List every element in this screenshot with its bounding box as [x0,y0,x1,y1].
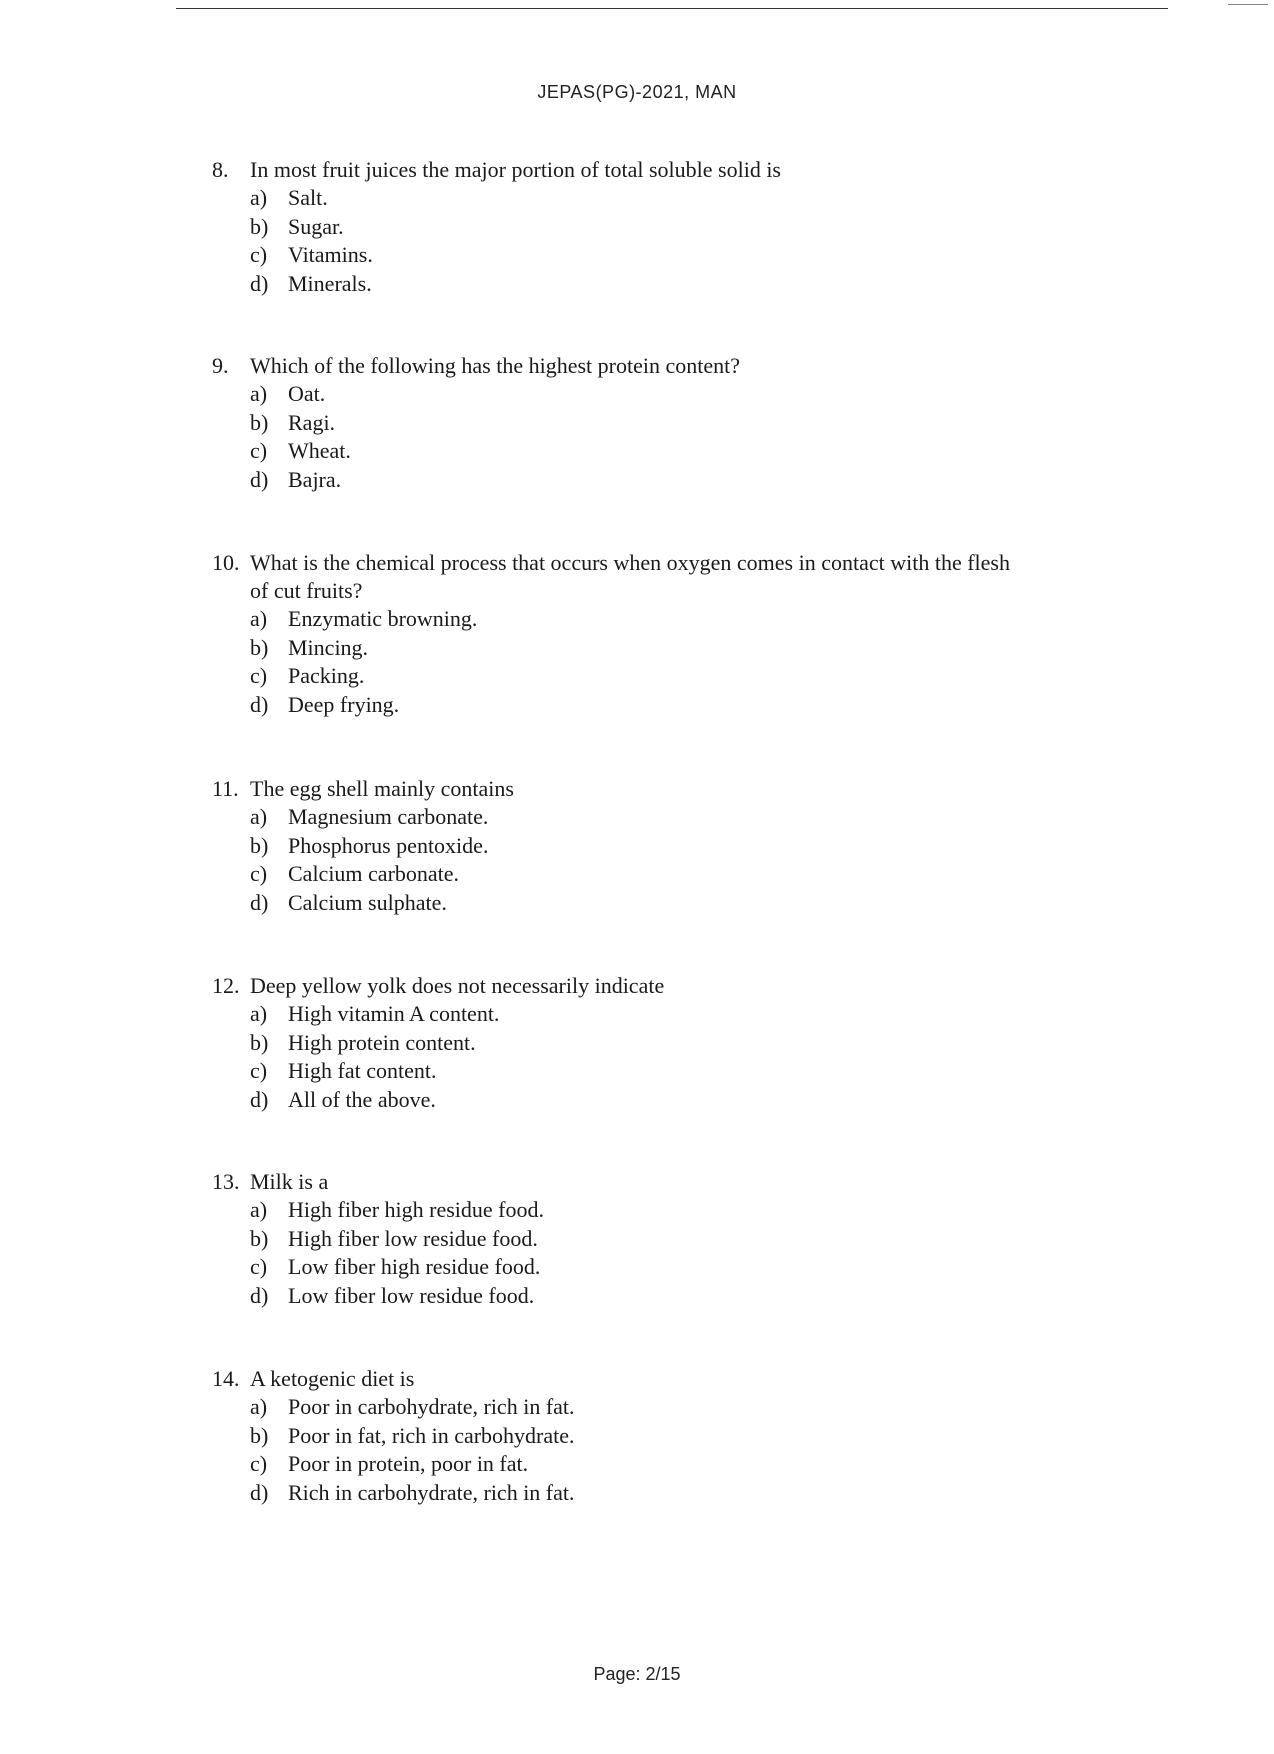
option-letter: c) [250,663,268,688]
option-text: Minerals. [288,270,372,296]
option-letter: b) [250,409,269,435]
question-stem [212,775,1132,803]
option-text: Calcium carbonate. [288,861,460,886]
question-8 [212,156,1132,298]
option-list [212,803,1132,917]
option-letter: a) [250,185,268,210]
option-b [250,1422,1132,1451]
question-11 [212,775,1132,917]
question-14 [212,1365,1132,1507]
option-a [250,803,1132,832]
option-b [250,409,1132,438]
option-text: Poor in protein, poor in fat. [288,1451,529,1476]
question-stem [212,352,1132,380]
option-list [212,1196,1132,1310]
option-text: Poor in fat, rich in carbohydrate. [288,1422,575,1448]
question-stem [212,1365,1132,1393]
option-letter: d) [250,1479,269,1505]
option-text: Calcium sulphate. [288,889,447,915]
option-text: High fat content. [288,1058,437,1083]
option-list [212,1000,1132,1114]
option-text: Poor in carbohydrate, rich in fat. [288,1394,575,1419]
option-text: Packing. [288,663,365,688]
option-list [212,605,1132,719]
option-list [212,1393,1132,1507]
question-13 [212,1168,1132,1310]
option-d [250,270,1132,299]
question-text: Which of the following has the highest protein content? [250,353,740,378]
option-text: High fiber low residue food. [288,1225,538,1251]
question-text: In most fruit juices the major portion of total soluble solid is [250,157,781,182]
option-text: Ragi. [288,409,336,435]
option-text: Bajra. [288,466,342,492]
page-header: JEPAS(PG)-2021, MAN [537,82,737,102]
option-list [212,184,1132,298]
option-c [250,241,1132,270]
option-b [250,634,1132,663]
option-b [250,1225,1132,1254]
option-a [250,380,1132,409]
option-letter: b) [250,1029,269,1055]
page-footer: Page: 2/15 [593,1664,681,1684]
option-letter: d) [250,1086,269,1112]
option-letter: a) [250,606,268,631]
option-text: Wheat. [288,438,351,463]
top-rule-fragment [1228,4,1268,5]
option-a [250,605,1132,634]
question-stem [212,549,1132,605]
question-text: A ketogenic diet is [250,1366,415,1391]
question-stem [212,156,1132,184]
question-number: 9. [212,353,229,378]
question-9 [212,352,1132,494]
option-letter: a) [250,804,268,829]
option-letter: c) [250,1254,268,1279]
option-b [250,832,1132,861]
option-c [250,1057,1132,1086]
option-a [250,1000,1132,1029]
question-number: 11. [212,776,239,801]
option-list [212,380,1132,494]
option-letter: b) [250,832,269,858]
question-12 [212,972,1132,1114]
option-letter: b) [250,634,269,660]
option-letter: a) [250,1197,268,1222]
question-text: Milk is a [250,1169,329,1194]
option-text: Low fiber low residue food. [288,1282,535,1308]
option-text: Vitamins. [288,242,373,267]
option-text: Salt. [288,185,328,210]
question-number: 14. [212,1366,240,1391]
question-10 [212,549,1132,719]
option-letter: b) [250,213,269,239]
option-text: Sugar. [288,213,344,239]
option-letter: c) [250,861,268,886]
question-number: 8. [212,157,229,182]
option-c [250,437,1132,466]
option-text: Enzymatic browning. [288,606,478,631]
option-c [250,1253,1132,1282]
option-d [250,1479,1132,1508]
option-letter: a) [250,1001,268,1026]
option-d [250,889,1132,918]
option-a [250,184,1132,213]
option-letter: c) [250,1451,268,1476]
question-text: Deep yellow yolk does not necessarily indicate [250,973,665,998]
question-stem [212,972,1132,1000]
option-b [250,1029,1132,1058]
option-b [250,213,1132,242]
option-text: Oat. [288,381,326,406]
option-letter: d) [250,691,269,717]
question-text-continued: of cut fruits? [250,578,363,603]
option-letter: b) [250,1422,269,1448]
option-d [250,1282,1132,1311]
option-letter: a) [250,1394,268,1419]
option-text: Deep frying. [288,691,400,717]
option-d [250,691,1132,720]
option-letter: c) [250,1058,268,1083]
option-text: Phosphorus pentoxide. [288,832,489,858]
question-text: What is the chemical process that occurs when oxygen comes in contact with the flesh [250,550,1010,575]
question-stem [212,1168,1132,1196]
option-text: Low fiber high residue food. [288,1254,541,1279]
option-text: High fiber high residue food. [288,1197,544,1222]
option-letter: c) [250,438,268,463]
option-letter: d) [250,889,269,915]
question-text: The egg shell mainly contains [250,776,514,801]
option-letter: c) [250,242,268,267]
option-c [250,662,1132,691]
option-text: Mincing. [288,634,369,660]
option-d [250,1086,1132,1115]
option-letter: d) [250,1282,269,1308]
option-c [250,860,1132,889]
top-rule [176,8,1168,9]
option-letter: d) [250,270,269,296]
option-text: Magnesium carbonate. [288,804,489,829]
option-letter: b) [250,1225,269,1251]
question-number: 12. [212,973,240,998]
option-text: Rich in carbohydrate, rich in fat. [288,1479,575,1505]
question-number: 10. [212,550,240,575]
option-letter: d) [250,466,269,492]
question-number: 13. [212,1169,240,1194]
option-text: High vitamin A content. [288,1001,500,1026]
option-text: All of the above. [288,1086,436,1112]
option-letter: a) [250,381,268,406]
option-a [250,1196,1132,1225]
option-a [250,1393,1132,1422]
option-d [250,466,1132,495]
option-text: High protein content. [288,1029,476,1055]
option-c [250,1450,1132,1479]
